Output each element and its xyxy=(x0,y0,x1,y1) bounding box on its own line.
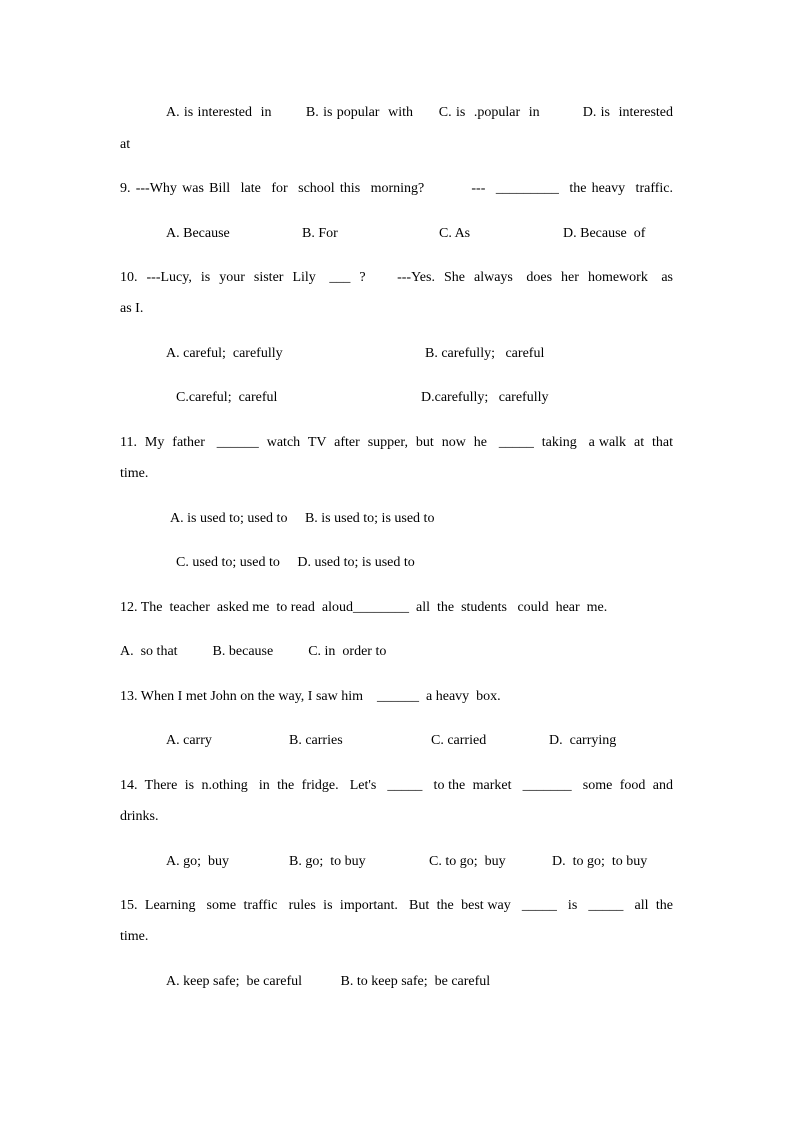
q11-options-row1: A. is used to; used to B. is used to; is used to xyxy=(170,511,435,526)
q14-option-b: B. go; to buy xyxy=(289,854,366,869)
q10-stem: 10. ---Lucy, is your sister Lily ___ ? ---Yes. She always does her homework as xyxy=(120,270,673,285)
q12-stem: 12. The teacher asked me to read aloud________ all the students could hear me. xyxy=(120,600,608,615)
q15-stem: 15. Learning some traffic rules is important. But the best way _____ is _____ all the xyxy=(120,898,673,913)
q12-options: A. so that B. because C. in order to xyxy=(120,644,387,659)
q9-option-b: B. For xyxy=(302,226,338,241)
q13-option-c: C. carried xyxy=(431,733,487,748)
q10-option-b: B. carefully; careful xyxy=(425,346,545,361)
q10-option-d: D.carefully; carefully xyxy=(421,390,549,405)
q9-stem: 9. ---Why was Bill late for school this morning? --- _________ the heavy traffic. xyxy=(120,181,673,196)
q9-option-d: D. Because of xyxy=(563,226,646,241)
q14-option-a: A. go; buy xyxy=(166,854,229,869)
q14-option-d: D. to go; to buy xyxy=(552,854,648,869)
q9-option-c: C. As xyxy=(439,226,471,241)
q15-stem-wrap: time. xyxy=(120,929,149,944)
q13-option-a: A. carry xyxy=(166,733,212,748)
q13-stem: 13. When I met John on the way, I saw him ______ a heavy box. xyxy=(120,689,501,704)
q8-options-wrap: at xyxy=(120,137,131,152)
q11-options-row2: C. used to; used to D. used to; is used to xyxy=(176,555,415,570)
q11-stem-wrap: time. xyxy=(120,466,149,481)
q9-option-a: A. Because xyxy=(166,226,230,241)
q13-option-b: B. carries xyxy=(289,733,343,748)
q14-stem: 14. There is n.othing in the fridge. Let's _____ to the market _______ some food and xyxy=(120,778,673,793)
q14-option-c: C. to go; buy xyxy=(429,854,506,869)
q15-options: A. keep safe; be careful B. to keep safe; be careful xyxy=(166,974,491,989)
q13-option-d: D. carrying xyxy=(549,733,617,748)
q11-stem: 11. My father ______ watch TV after supper, but now he _____ taking a walk at that xyxy=(120,435,673,450)
q14-stem-wrap: drinks. xyxy=(120,809,159,824)
q10-option-a: A. careful; carefully xyxy=(166,346,283,361)
q10-stem-wrap: as I. xyxy=(120,301,144,316)
q10-option-c: C.careful; careful xyxy=(176,390,278,405)
q8-options: A. is interested in B. is popular with C. is .popular in D. is interested xyxy=(166,105,673,120)
